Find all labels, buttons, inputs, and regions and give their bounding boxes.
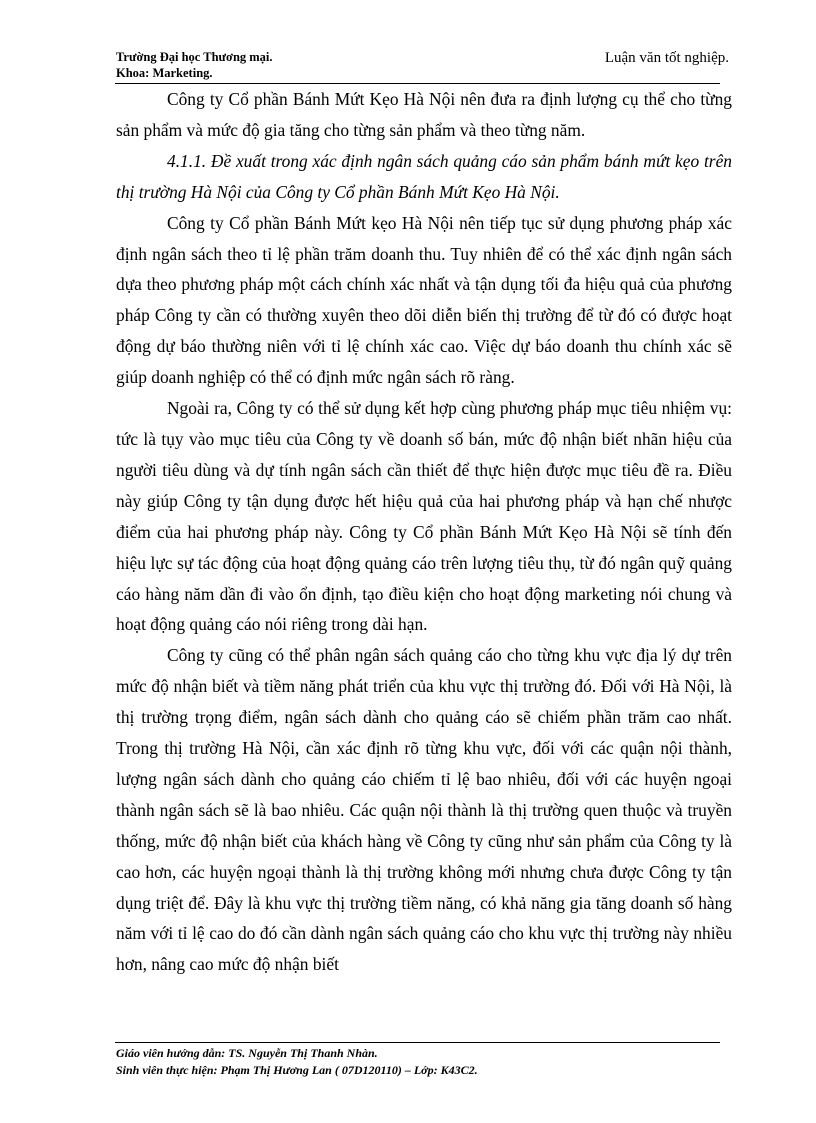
footer-divider xyxy=(115,1042,720,1043)
paragraph-4: Công ty cũng có thể phân ngân sách quảng cáo cho từng khu vực địa lý dự trên mức độ nhận biết và tiềm năng phát triển của khu vực thị trường đó. Đối với Hà Nội, là thị trường trọng điểm, ngân sách dành cho quảng cáo sẽ chiếm phần trăm cao nhất. Trong thị trường Hà Nội, cần xác định rõ từng khu vực, đối với các quận nội thành, lượng ngân sách dành cho quảng cáo chiếm tỉ lệ bao nhiêu, đối với các huyện ngoại thành ngân sách sẽ là bao nhiêu. Các quận nội thành là thị trường quen thuộc và truyền thống, mức độ nhận biết của khách hàng về Công ty cũng như sản phẩm của Công ty là cao hơn, các huyện ngoại thành là thị trường không mới nhưng chưa được Công ty tận dụng triệt để. Đây là khu vực thị trường tiềm năng, có khả năng gia tăng doanh số hàng năm với tỉ lệ cao do đó cần dành ngân sách quảng cáo cho khu vực thị trường này nhiều hơn, nâng cao mức độ nhận biết xyxy=(116,645,732,975)
footer-student: Sinh viên thực hiện: Phạm Thị Hương Lan ( 07D120110) – Lớp: K43C2. xyxy=(116,1063,478,1077)
section-heading: 4.1.1. Đề xuất trong xác định ngân sách quảng cáo sản phẩm bánh mứt kẹo trên thị trường Hà Nội của Công ty Cổ phần Bánh Mứt Kẹo Hà Nội. xyxy=(116,150,732,202)
paragraph-2: Công ty Cổ phần Bánh Mứt kẹo Hà Nội nên tiếp tục sử dụng phương pháp xác định ngân sách theo tỉ lệ phần trăm doanh thu. Tuy nhiên để có thể xác định ngân sách dựa theo phương pháp một cách chính xác nhất và tận dụng tối đa hiệu quả của phương pháp Công ty cần có thường xuyên theo dõi diễn biến thị trường để từ đó có được hoạt động dự báo thường niên với tỉ lệ chính xác cao. Việc dự báo doanh thu chính xác sẽ giúp doanh nghiệp có thể có định mức ngân sách rõ ràng. xyxy=(116,212,732,388)
header-faculty: Khoa: Marketing. xyxy=(116,66,213,80)
paragraph-3: Ngoài ra, Công ty có thể sử dụng kết hợp cùng phương pháp mục tiêu nhiệm vụ: tức là tụy vào mục tiêu của Công ty về doanh số bán, mức độ nhận biết nhãn hiệu của người tiêu dùng và dự tính ngân sách cần thiết để thực hiện được mục tiêu đề ra. Điều này giúp Công ty tận dụng được hết hiệu quả của hai phương pháp và hạn chế nhược điểm của hai phương pháp này. Công ty Cổ phần Bánh Mứt Kẹo Hà Nội sẽ tính đến hiệu lực sự tác động của hoạt động quảng cáo trên lượng tiêu thụ, từ đó ngân quỹ quảng cáo hàng năm dần đi vào ổn định, tạo điều kiện cho hoạt động marketing nói chung và hoạt động quảng cáo nói riêng trong dài hạn. xyxy=(116,398,732,635)
header-left xyxy=(116,49,273,81)
header-doc-type: Luận văn tốt nghiệp. xyxy=(604,50,729,66)
paragraph-1: Công ty Cổ phần Bánh Mứt Kẹo Hà Nội nên đưa ra định lượng cụ thể cho từng sản phẩm và mức độ gia tăng cho từng sản phẩm và theo từng năm. xyxy=(116,89,732,140)
footer xyxy=(116,1045,478,1079)
header-school: Trường Đại học Thương mại. xyxy=(116,50,273,64)
footer-advisor: Giáo viên hướng dẫn: TS. Nguyễn Thị Thanh Nhàn. xyxy=(116,1046,378,1060)
document-body xyxy=(116,84,732,980)
